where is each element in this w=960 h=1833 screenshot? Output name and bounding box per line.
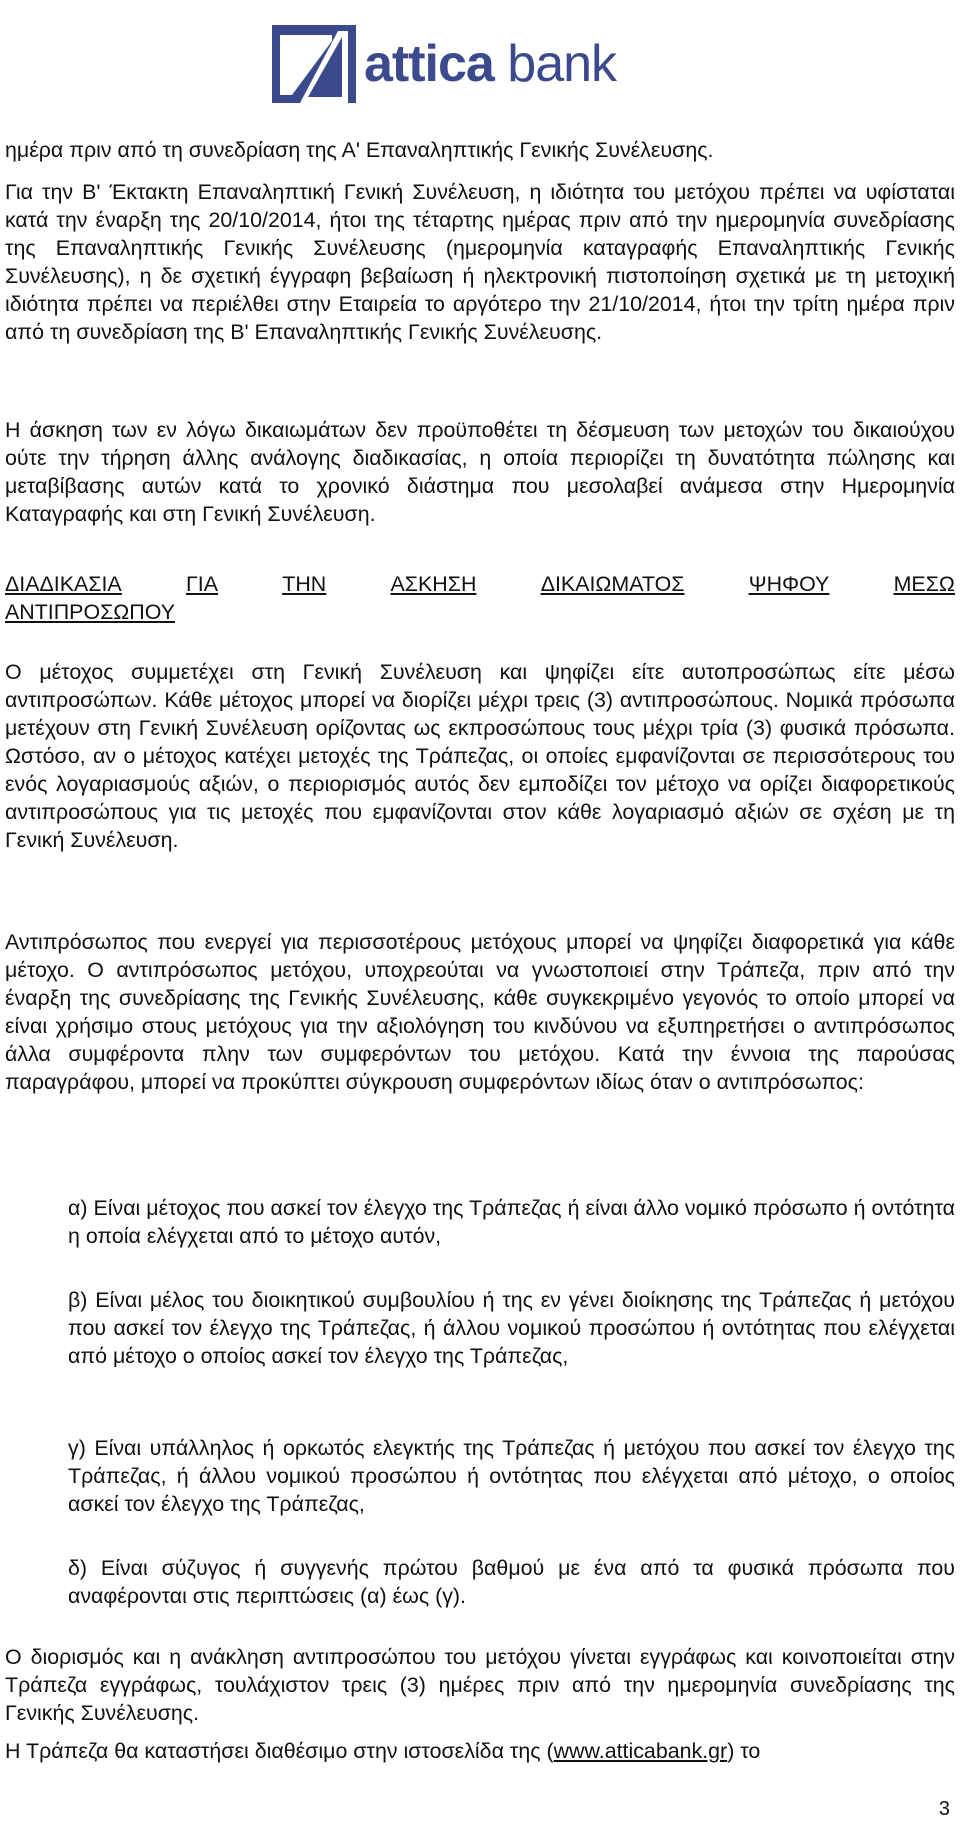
logo-wordmark: [364, 35, 617, 93]
attica-bank-logo: [272, 24, 616, 104]
paragraph-2: Η άσκηση των εν λόγω δικαιωμάτων δεν προϋποθέτει τη δέσμευση των μετοχών του δικαιούχου ούτε την τήρηση άλλης ανάλογης διαδικασίας, η οποία περιορίζει τη δυνατότητα πώλησης και μεταβίβασης αυτών κατά το χρονικό διάστημα που μεσολαβεί ανάμεσα στην Ημερομηνία Καταγραφής και στη Γενική Συνέλευση.: [5, 418, 955, 526]
page-number: 3: [938, 1798, 950, 1820]
heading-word-4: ΑΣΚΗΣΗ: [390, 572, 477, 596]
paragraph-0: ημέρα πριν από τη συνεδρίαση της Α' Επαναληπτικής Γενικής Συνέλευσης.: [5, 138, 714, 162]
section-heading-line-2: ΑΝΤΙΠΡΟΣΩΠΟΥ: [5, 600, 175, 624]
heading-word-6: ΨΗΦΟΥ: [748, 572, 830, 596]
paragraph-1: Για την Β' Έκτακτη Επαναληπτική Γενική Συνέλευση, η ιδιότητα του μετόχου πρέπει να υφίσταται κατά την έναρξη της 20/10/2014, ήτοι της τέταρτης ημέρας πριν από την ημερομηνία συνεδρίασης της Επαναληπτικής Γενικής Συνέλευσης (ημερομηνία καταγραφής Επαναληπτικής Γενικής Συνέλευσης), η δε σχετική έγγραφη βεβαίωση ή ηλεκτρονική πιστοποίηση σχετικά με τη μετοχική ιδιότητα πρέπει να περιέλθει στην Εταιρεία το αργότερο την 21/10/2014, ήτοι την τρίτη ημέρα πριν από τη συνεδρίαση της Β' Επαναληπτικής Γενικής Συνέλευσης.: [5, 180, 955, 344]
list-item-d: δ) Είναι σύζυγος ή συγγενής πρώτου βαθμού με ένα από τα φυσικά πρόσωπα που αναφέρονται στις περιπτώσεις (α) έως (γ).: [68, 1556, 955, 1608]
paragraph-6-end: ) το: [727, 1739, 761, 1763]
paragraph-3: Ο μέτοχος συμμετέχει στη Γενική Συνέλευση και ψηφίζει είτε αυτοπροσώπως είτε μέσω αντιπροσώπων. Κάθε μέτοχος μπορεί να διορίζει μέχρι τρεις (3) αντιπροσώπους. Νομικά πρόσωπα μετέχουν στη Γενική Συνέλευση ορίζοντας ως εκπροσώπους τους μέχρι τρία (3) φυσικά πρόσωπα. Ωστόσο, αν ο μέτοχος κατέχει μετοχές της Τράπεζας, οι οποίες εμφανίζονται σε περισσότερους του ενός λογαριασμούς αξιών, ο περιορισμός αυτός δεν εμποδίζει τον μέτοχο να ορίζει διαφορετικούς αντιπροσώπους για τις μετοχές που εμφανίζονται στον κάθε λογαριασμό αξιών σε σχέση με τη Γενική Συνέλευση.: [5, 660, 955, 852]
list-item-b: β) Είναι μέλος του διοικητικού συμβουλίου ή της εν γένει διοίκησης της Τράπεζας ή μετόχου που ασκεί τον έλεγχο της Τράπεζας, ή άλλου νομικού προσώπου ή οντότητας που ελέγχεται από μέτοχο ο οποίος ασκεί τον έλεγχο της Τράπεζας,: [68, 1288, 955, 1368]
paragraph-6: [5, 1737, 955, 1765]
paragraph-5: Ο διορισμός και η ανάκληση αντιπροσώπου του μετόχου γίνεται εγγράφως και κοινοποιείται στην Τράπεζα εγγράφως, τουλάχιστον τρεις (3) ημέρες πριν από την ημερομηνία συνεδρίασης της Γενικής Συνέλευσης.: [5, 1645, 955, 1725]
website-link[interactable]: www.atticabank.gr: [553, 1739, 728, 1763]
paragraph-4: Αντιπρόσωπος που ενεργεί για περισσοτέρους μετόχους μπορεί να ψηφίζει διαφορετικά για κάθε μέτοχο. Ο αντιπρόσωπος μετόχου, υποχρεούται να γνωστοποιεί στην Τράπεζα, πριν από την έναρξη της συνεδρίασης της Γενικής Συνέλευσης, κάθε συγκεκριμένο γεγονός το οποίο μπορεί να είναι χρήσιμο στους μετόχους για την αξιολόγηση του κινδύνου να εξυπηρετήσει ο αντιπρόσωπος άλλα συμφέροντα πλην των συμφερόντων του μετόχου. Κατά την έννοια της παρούσας παραγράφου, μπορεί να προκύπτει σύγκρουση συμφερόντων ιδίως όταν ο αντιπρόσωπος:: [5, 930, 955, 1094]
heading-word-5: ΔΙΚΑΙΩΜΑΤΟΣ: [540, 572, 685, 596]
heading-word-2: ΓΙΑ: [185, 572, 218, 596]
heading-word-7: ΜΕΣΩ: [893, 572, 955, 596]
paragraph-6-start: Η Τράπεζα θα καταστήσει διαθέσιμο στην ιστοσελίδα της (: [5, 1739, 554, 1763]
logo-brand-bold: attica: [364, 35, 494, 93]
attica-logo-mark-icon: [272, 25, 356, 103]
heading-word-1: ΔΙΑΔΙΚΑΣΙΑ: [5, 572, 122, 596]
list-item-a: α) Είναι μέτοχος που ασκεί τον έλεγχο της Τράπεζας ή είναι άλλο νομικό πρόσωπο ή οντότητα η οποία ελέγχεται από το μέτοχο αυτόν,: [68, 1196, 955, 1248]
section-heading-line-1: [5, 570, 955, 598]
heading-word-3: ΤΗΝ: [282, 572, 327, 596]
logo-brand-light: bank: [493, 35, 617, 93]
list-item-c: γ) Είναι υπάλληλος ή ορκωτός ελεγκτής της Τράπεζας ή μετόχου που ασκεί τον έλεγχο της Τράπεζας, ή άλλου νομικού προσώπου ή οντότητας που ελέγχεται από μέτοχο, ο οποίος ασκεί τον έλεγχο της Τράπεζας,: [68, 1436, 955, 1516]
section-heading: [5, 570, 955, 626]
